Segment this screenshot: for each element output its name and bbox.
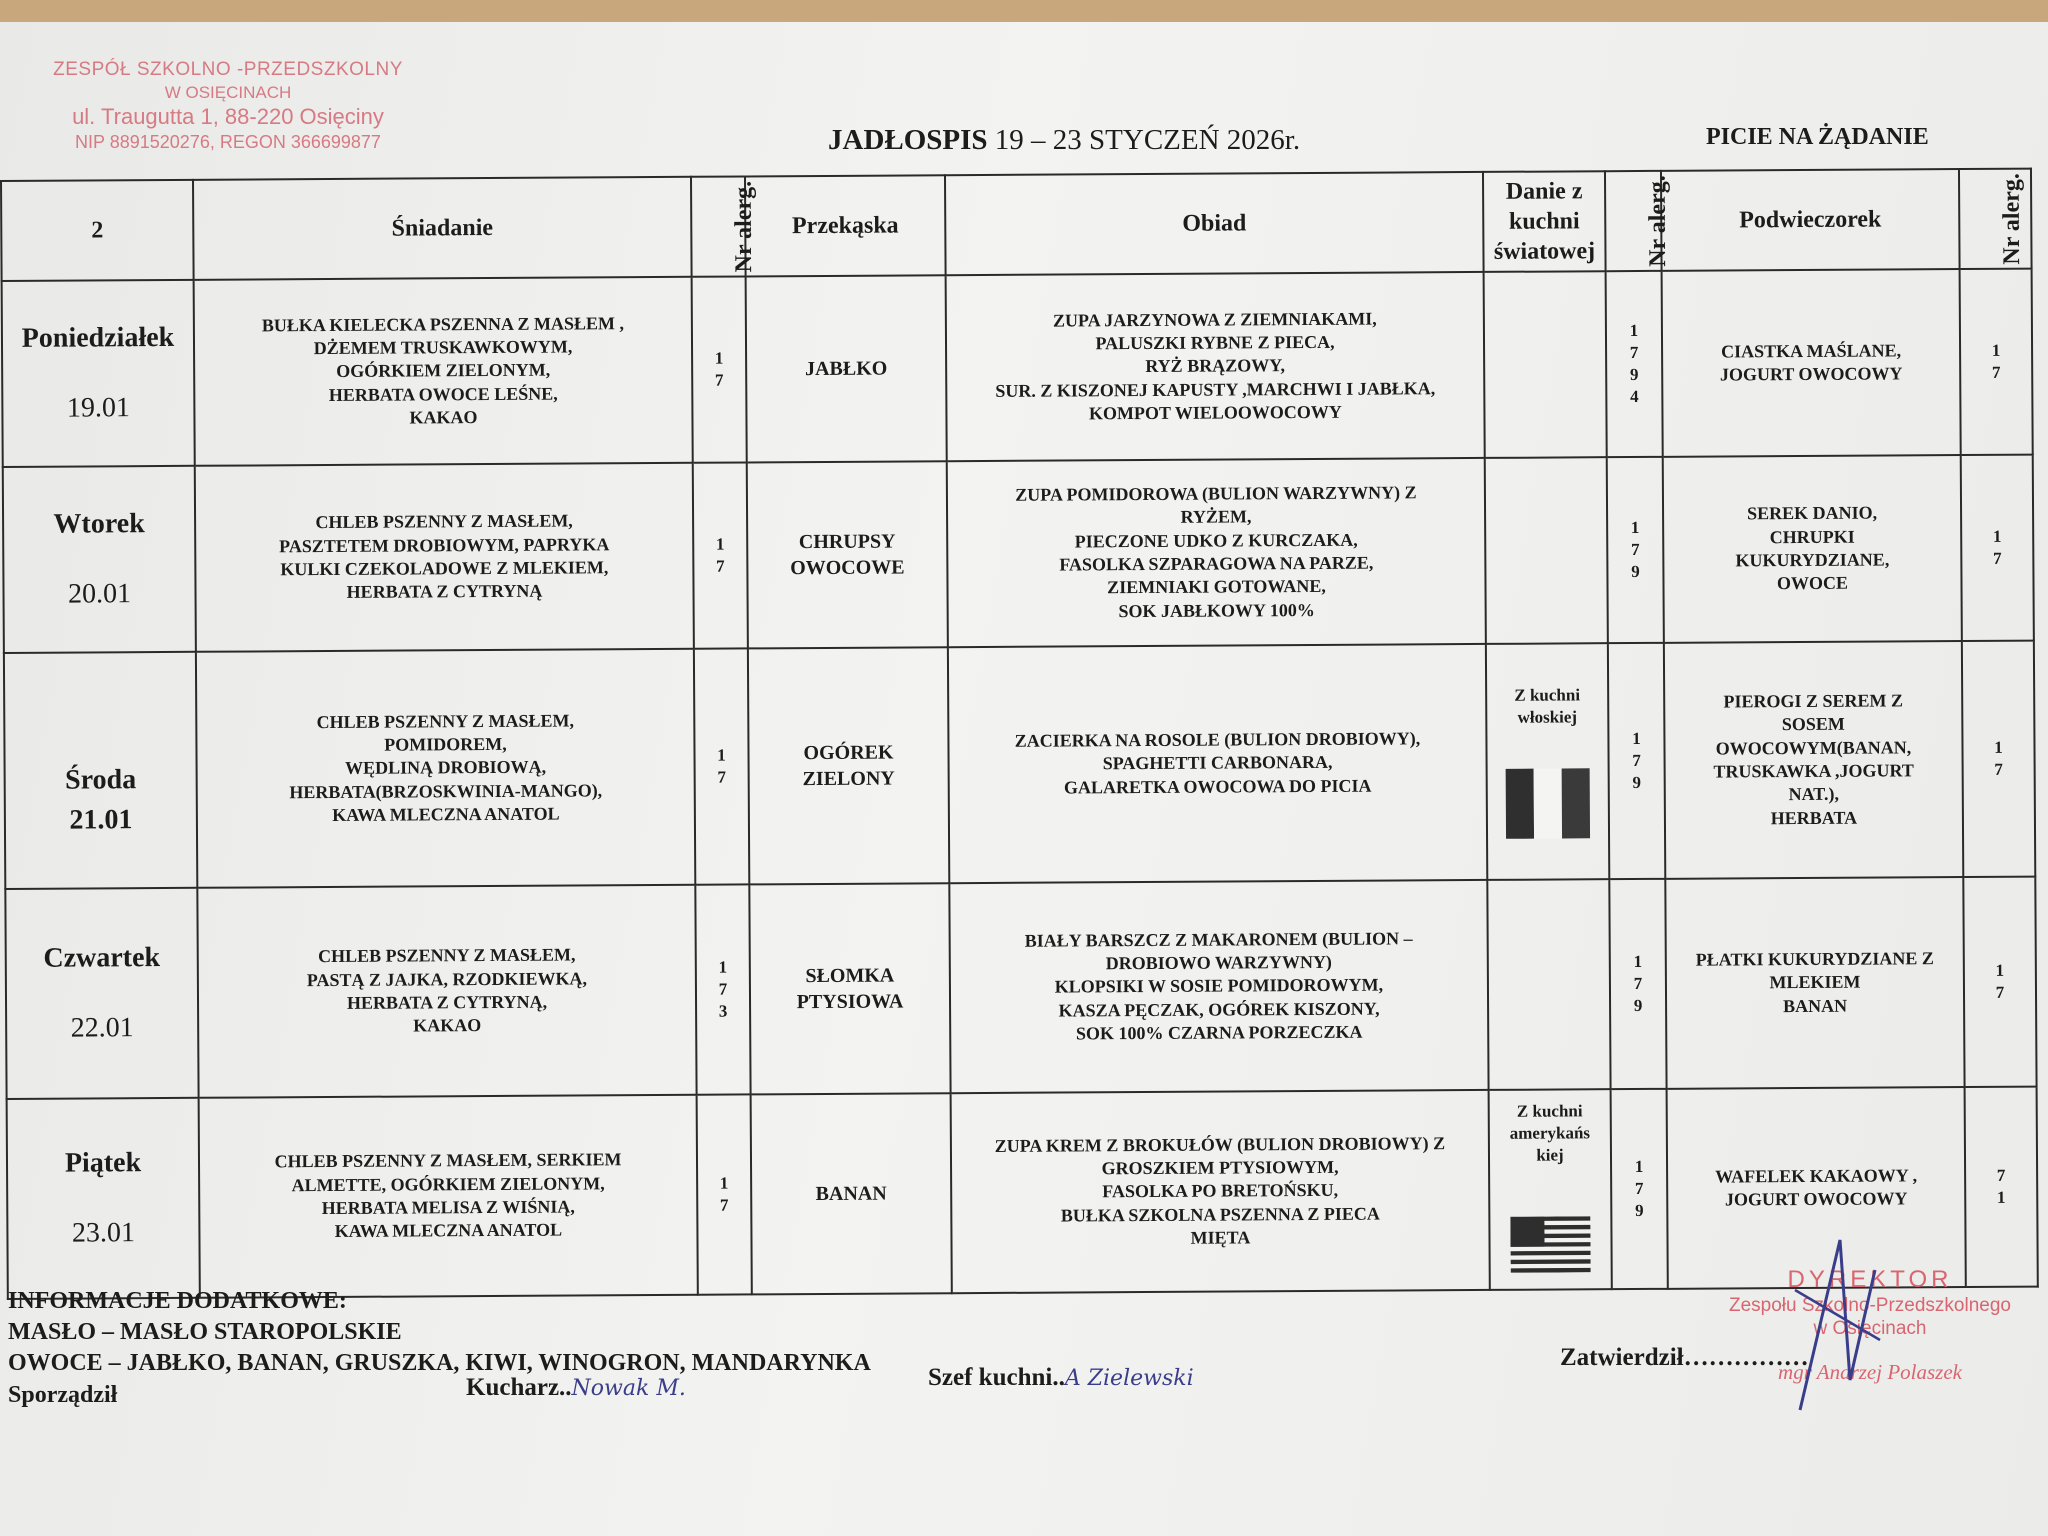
day-row — [2, 269, 2033, 467]
director-signature-icon — [1780, 1230, 1890, 1420]
chef-signature: A Zielewski — [1064, 1366, 1194, 1391]
afternoon-cell: PIEROGI Z SEREM Z SOSEM OWOCOWYM(BANAN, TRUSKAWKA ,JOGURT NAT.), HERBATA — [1664, 641, 1963, 879]
corner-number: 2 — [1, 180, 194, 281]
col-header-world: Danie z kuchni światowej — [1483, 171, 1606, 272]
day-row — [4, 641, 2035, 889]
cook-signature: Nowak M. — [571, 1376, 686, 1401]
day-row — [5, 877, 2036, 1099]
day-name: Wtorek — [53, 507, 145, 540]
info-butter: MASŁO – MASŁO STAROPOLSKIE — [8, 1319, 402, 1346]
italy-flag-icon — [1506, 768, 1590, 839]
stamp-line: W OSIĘCINACH — [164, 82, 292, 102]
allergen-label: Nr alerg. — [1644, 175, 1672, 267]
allergen-cell: 1 7 — [694, 648, 749, 884]
day-date: 22.01 — [70, 1012, 134, 1044]
day-name: Piątek — [64, 1146, 142, 1179]
allergen-cell: 1 7 9 — [1611, 1089, 1668, 1289]
info-title: INFORMACJE DODATKOWE: — [8, 1288, 347, 1314]
col-header-breakfast: Śniadanie — [193, 177, 692, 280]
chef-signature-line — [928, 1364, 1194, 1392]
lunch-cell: ZUPA POMIDOROWA (BULION WARZYWNY) Z RYŻEM, PIECZONE UDKO Z KURCZAKA, FASOLKA SZPARAGOWA NA PARZE, ZIEMNIAKI GOTOWANE, SOK JABŁKOWY 100% — [947, 458, 1486, 647]
cook-signature-line — [466, 1374, 686, 1402]
world-label: Z kuchni włoskiej — [1514, 685, 1581, 727]
stamp-line: NIP 8891520276, REGON 366699877 — [75, 131, 381, 152]
title-text: JADŁOSPIS — [828, 124, 988, 156]
allergen-cell: 7 1 — [1965, 1087, 2038, 1287]
breakfast-cell: BUŁKA KIELECKA PSZENNA Z MASŁEM , DŻEMEM TRUSKAWKOWYM, OGÓRKIEM ZIELONYM, HERBATA OWOCE LEŚNE, KAKAO — [194, 277, 693, 466]
stamp-line: ul. Traugutta 1, 88-220 Osięciny — [72, 104, 384, 129]
stamp-line: ZESPÓŁ SZKOLNO -PRZEDSZKOLNY — [53, 59, 403, 80]
breakfast-cell: CHLEB PSZENNY Z MASŁEM, SERKIEM ALMETTE, OGÓRKIEM ZIELONYM, HERBATA MELISA Z WIŚNIĄ, KAWA MLECZNA ANATOL — [199, 1095, 698, 1298]
col-header-lunch: Obiad — [945, 172, 1484, 275]
lunch-cell: BIAŁY BARSZCZ Z MAKARONEM (BULION – DROBIOWO WARZYWNY) KLOPSIKI W SOSIE POMIDOROWYM, KASZA PĘCZAK, OGÓREK KISZONY, SOK 100% CZARNA PORZECZKA — [949, 880, 1488, 1093]
day-cell — [5, 888, 198, 1099]
allergen-cell: 1 7 3 — [695, 884, 750, 1094]
day-cell — [4, 652, 197, 889]
day-cell — [7, 1098, 200, 1299]
menu-table — [0, 168, 2039, 1300]
title-dates: 19 – 23 STYCZEŃ 2026r. — [994, 124, 1301, 156]
snack-cell: JABŁKO — [746, 275, 947, 462]
breakfast-cell: CHLEB PSZENNY Z MASŁEM, PASTĄ Z JAJKA, RZODKIEWKĄ, HERBATA Z CYTRYNĄ, KAKAO — [197, 885, 696, 1098]
world-cell — [1487, 879, 1610, 1090]
allergen-cell: 1 7 — [1963, 877, 2036, 1087]
allergen-cell: 1 7 — [1960, 269, 2033, 455]
additional-info — [8, 1286, 871, 1411]
day-date: 20.01 — [67, 578, 132, 610]
lunch-cell: ZACIERKA NA ROSOLE (BULION DROBIOWY), SPAGHETTI CARBONARA, GALARETKA OWOCOWA DO PICIA — [948, 644, 1487, 883]
col-header-afternoon: Podwieczorek — [1661, 169, 1960, 271]
day-date: 21.01 — [69, 804, 133, 836]
snack-cell: SŁOMKA PTYSIOWA — [749, 883, 950, 1094]
world-cell — [1484, 271, 1607, 458]
day-name: Poniedziałek — [21, 321, 175, 354]
director-line: Zespołu Szkolno-Przedszkolnego — [1729, 1294, 2011, 1316]
cook-label: Kucharz.. — [466, 1374, 572, 1401]
world-cell — [1485, 457, 1608, 644]
snack-cell: CHRUPSY OWOCOWE — [747, 461, 948, 648]
allergen-label: Nr alerg. — [1998, 172, 2026, 265]
allergen-cell: 1 7 9 — [1607, 457, 1664, 643]
breakfast-cell: CHLEB PSZENNY Z MASŁEM, POMIDOREM, WĘDLINĄ DROBIOWĄ, HERBATA(BRZOSKWINIA-MANGO), KAWA MLECZNA ANATOL — [196, 649, 695, 888]
director-line: w Osięcinach — [1813, 1317, 1927, 1339]
afternoon-cell: SEREK DANIO, CHRUPKI KUKURYDZIANE, OWOCE — [1663, 455, 1962, 643]
director-name: mgr Andrzej Polaszek — [1778, 1360, 1962, 1385]
day-row — [3, 455, 2034, 653]
day-name: Czwartek — [43, 941, 161, 974]
allergen-cell: 1 7 9 4 — [1606, 271, 1663, 457]
afternoon-cell: CIASTKA MAŚLANE, JOGURT OWOCOWY — [1662, 269, 1961, 457]
page-title — [828, 124, 1300, 157]
afternoon-cell: WAFELEK KAKAOWY , JOGURT OWOCOWY — [1667, 1087, 1966, 1289]
breakfast-cell: CHLEB PSZENNY Z MASŁEM, PASZTETEM DROBIOWYM, PAPRYKA KULKI CZEKOLADOWE Z MLEKIEM, HERBATA Z CYTRYNĄ — [195, 463, 694, 652]
allergen-cell: 1 7 9 — [1609, 879, 1666, 1089]
allergen-cell: 1 7 — [693, 462, 748, 648]
col-header-allergen — [1605, 171, 1672, 271]
allergen-cell: 1 7 — [697, 1094, 752, 1294]
day-cell — [2, 280, 195, 467]
header-row — [1, 169, 2032, 281]
col-header-snack: Przekąska — [745, 175, 946, 276]
day-date: 23.01 — [71, 1217, 136, 1249]
lunch-cell: ZUPA JARZYNOWA Z ZIEMNIAKAMI, PALUSZKI RYBNE Z PIECA, RYŻ BRĄZOWY, SUR. Z KISZONEJ KAPUSTY ,MARCHWI I JABŁKA, KOMPOT WIELOOWOCOWY — [946, 272, 1485, 461]
snack-cell: OGÓREK ZIELONY — [748, 647, 949, 884]
day-cell — [3, 466, 196, 653]
drink-note: PICIE NA ŻĄDANIE — [1706, 124, 1929, 150]
allergen-cell: 1 7 — [692, 276, 747, 462]
chef-label: Szef kuchni.. — [928, 1364, 1065, 1391]
allergen-label: Nr alerg. — [730, 180, 758, 273]
afternoon-cell: PŁATKI KUKURYDZIANE Z MLEKIEM BANAN — [1665, 877, 1964, 1089]
col-header-allergen — [691, 176, 758, 276]
info-fruits: OWOCE – JABŁKO, BANAN, GRUSZKA, KIWI, WINOGRON, MANDARYNKA — [8, 1350, 871, 1377]
allergen-cell: 1 7 — [1961, 455, 2034, 641]
allergen-cell: 1 7 — [1962, 641, 2035, 877]
lunch-cell: ZUPA KREM Z BROKUŁÓW (BULION DROBIOWY) Z GROSZKIEM PTYSIOWYM, FASOLKA PO BRETOŃSKU, BUŁKA SZKOLNA PSZENNA Z PIECA MIĘTA — [951, 1090, 1490, 1293]
snack-cell: BANAN — [751, 1093, 952, 1294]
world-label: Z kuchni amerykańs kiej — [1509, 1101, 1591, 1165]
col-header-allergen — [1959, 169, 2032, 269]
world-cell — [1489, 1089, 1612, 1290]
day-name: Środa — [65, 763, 137, 796]
school-stamp — [48, 58, 408, 153]
world-cell — [1486, 643, 1609, 880]
day-date: 19.01 — [66, 392, 130, 424]
usa-flag-icon — [1510, 1216, 1590, 1272]
prepared-label: Sporządził — [8, 1381, 118, 1408]
director-title: DYREKTOR — [1787, 1266, 1953, 1293]
approved-label: Zatwierdził…………… — [1560, 1344, 1809, 1371]
allergen-cell: 1 7 9 — [1608, 643, 1665, 879]
